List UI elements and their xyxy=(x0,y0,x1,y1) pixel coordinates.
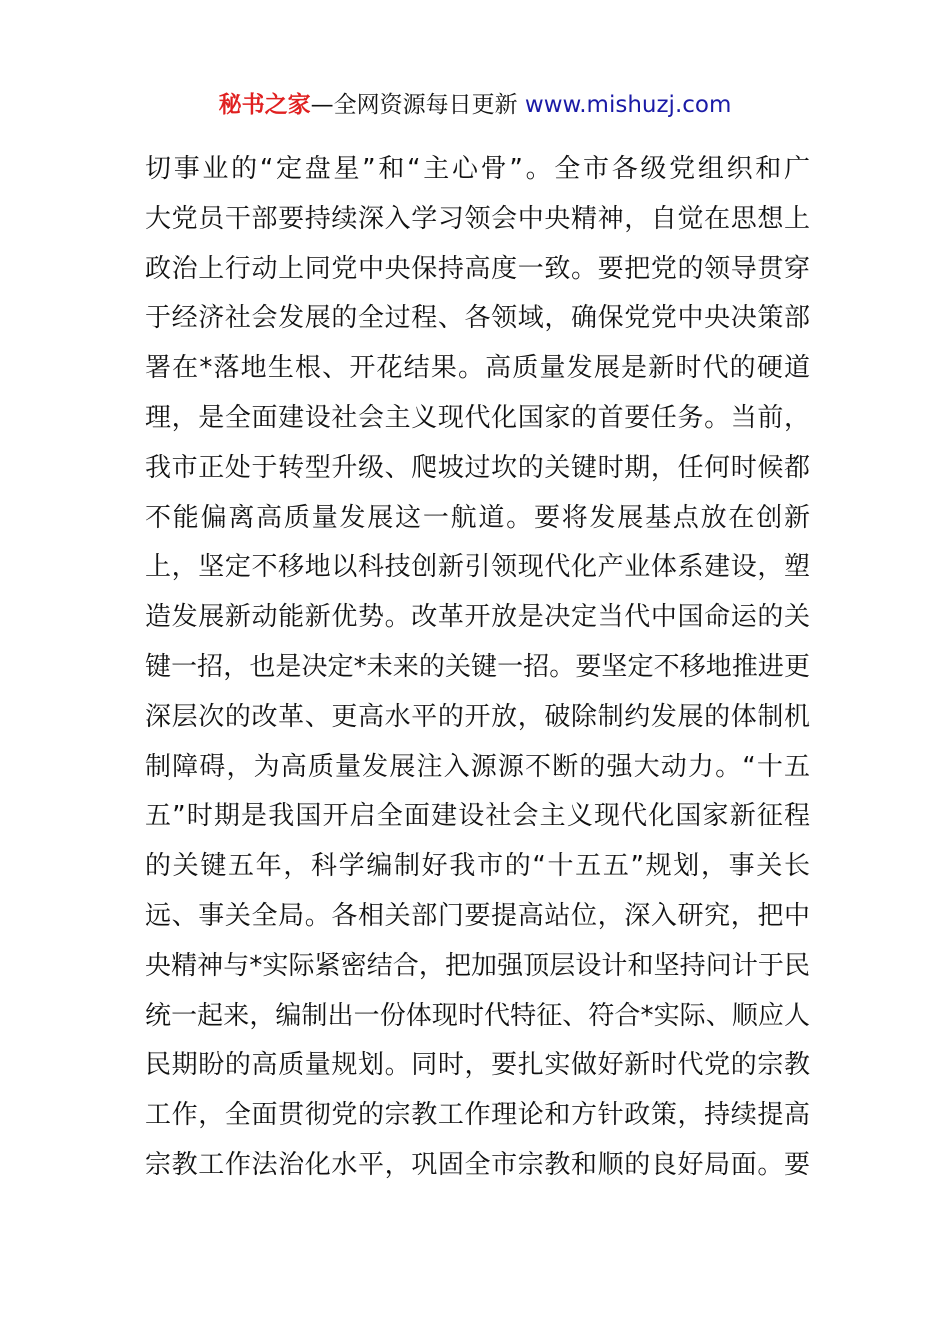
text-line: 工作，全面贯彻党的宗教工作理论和方针政策，持续提高 xyxy=(145,1100,810,1131)
page-header xyxy=(0,88,950,122)
text-line: 造发展新动能新优势。改革开放是决定当代中国命运的关 xyxy=(145,602,810,633)
text-line: 深层次的改革、更高水平的开放，破除制约发展的体制机 xyxy=(145,701,810,732)
text-line: 宗教工作法治化水平，巩固全市宗教和顺的良好局面。要 xyxy=(145,1149,810,1180)
text-line: 的关键五年，科学编制好我市的“十五五”规划，事关长 xyxy=(145,851,810,882)
text-line: 统一起来，编制出一份体现时代特征、符合*实际、顺应人 xyxy=(145,1000,810,1031)
text-line: 于经济社会发展的全过程、各领域，确保党党中央决策部 xyxy=(145,303,810,334)
website-link[interactable]: www.mishuzj.com xyxy=(524,92,732,118)
text-line: 政治上行动上同党中央保持高度一致。要把党的领导贯穿 xyxy=(145,253,810,284)
header-tagline: —全网资源每日更新 xyxy=(310,92,518,118)
brand-name: 秘书之家 xyxy=(218,92,311,118)
text-line: 央精神与*实际紧密结合，把加强顶层设计和坚持问计于民 xyxy=(145,950,810,981)
text-line: 不能偏离高质量发展这一航道。要将发展基点放在创新 xyxy=(145,502,810,533)
text-line: 键一招，也是决定*未来的关键一招。要坚定不移地推进更 xyxy=(145,651,810,682)
text-line: 署在*落地生根、开花结果。高质量发展是新时代的硬道 xyxy=(145,353,810,384)
text-line: 远、事关全局。各相关部门要提高站位，深入研究，把中 xyxy=(145,900,810,931)
text-line: 民期盼的高质量规划。同时，要扎实做好新时代党的宗教 xyxy=(145,1050,810,1081)
text-line: 制障碍，为高质量发展注入源源不断的强大动力。“十五 xyxy=(145,751,810,782)
text-line: 我市正处于转型升级、爬坡过坎的关键时期，任何时候都 xyxy=(145,452,810,483)
text-line: 大党员干部要持续深入学习领会中央精神，自觉在思想上 xyxy=(145,203,810,234)
text-line: 五”时期是我国开启全面建设社会主义现代化国家新征程 xyxy=(145,801,810,832)
text-line: 切事业的“定盘星”和“主心骨”。全市各级党组织和广 xyxy=(145,154,810,184)
body-paragraph xyxy=(145,145,810,1191)
text-line: 上，坚定不移地以科技创新引领现代化产业体系建设，塑 xyxy=(145,552,810,583)
text-line: 理，是全面建设社会主义现代化国家的首要任务。当前， xyxy=(145,402,810,433)
